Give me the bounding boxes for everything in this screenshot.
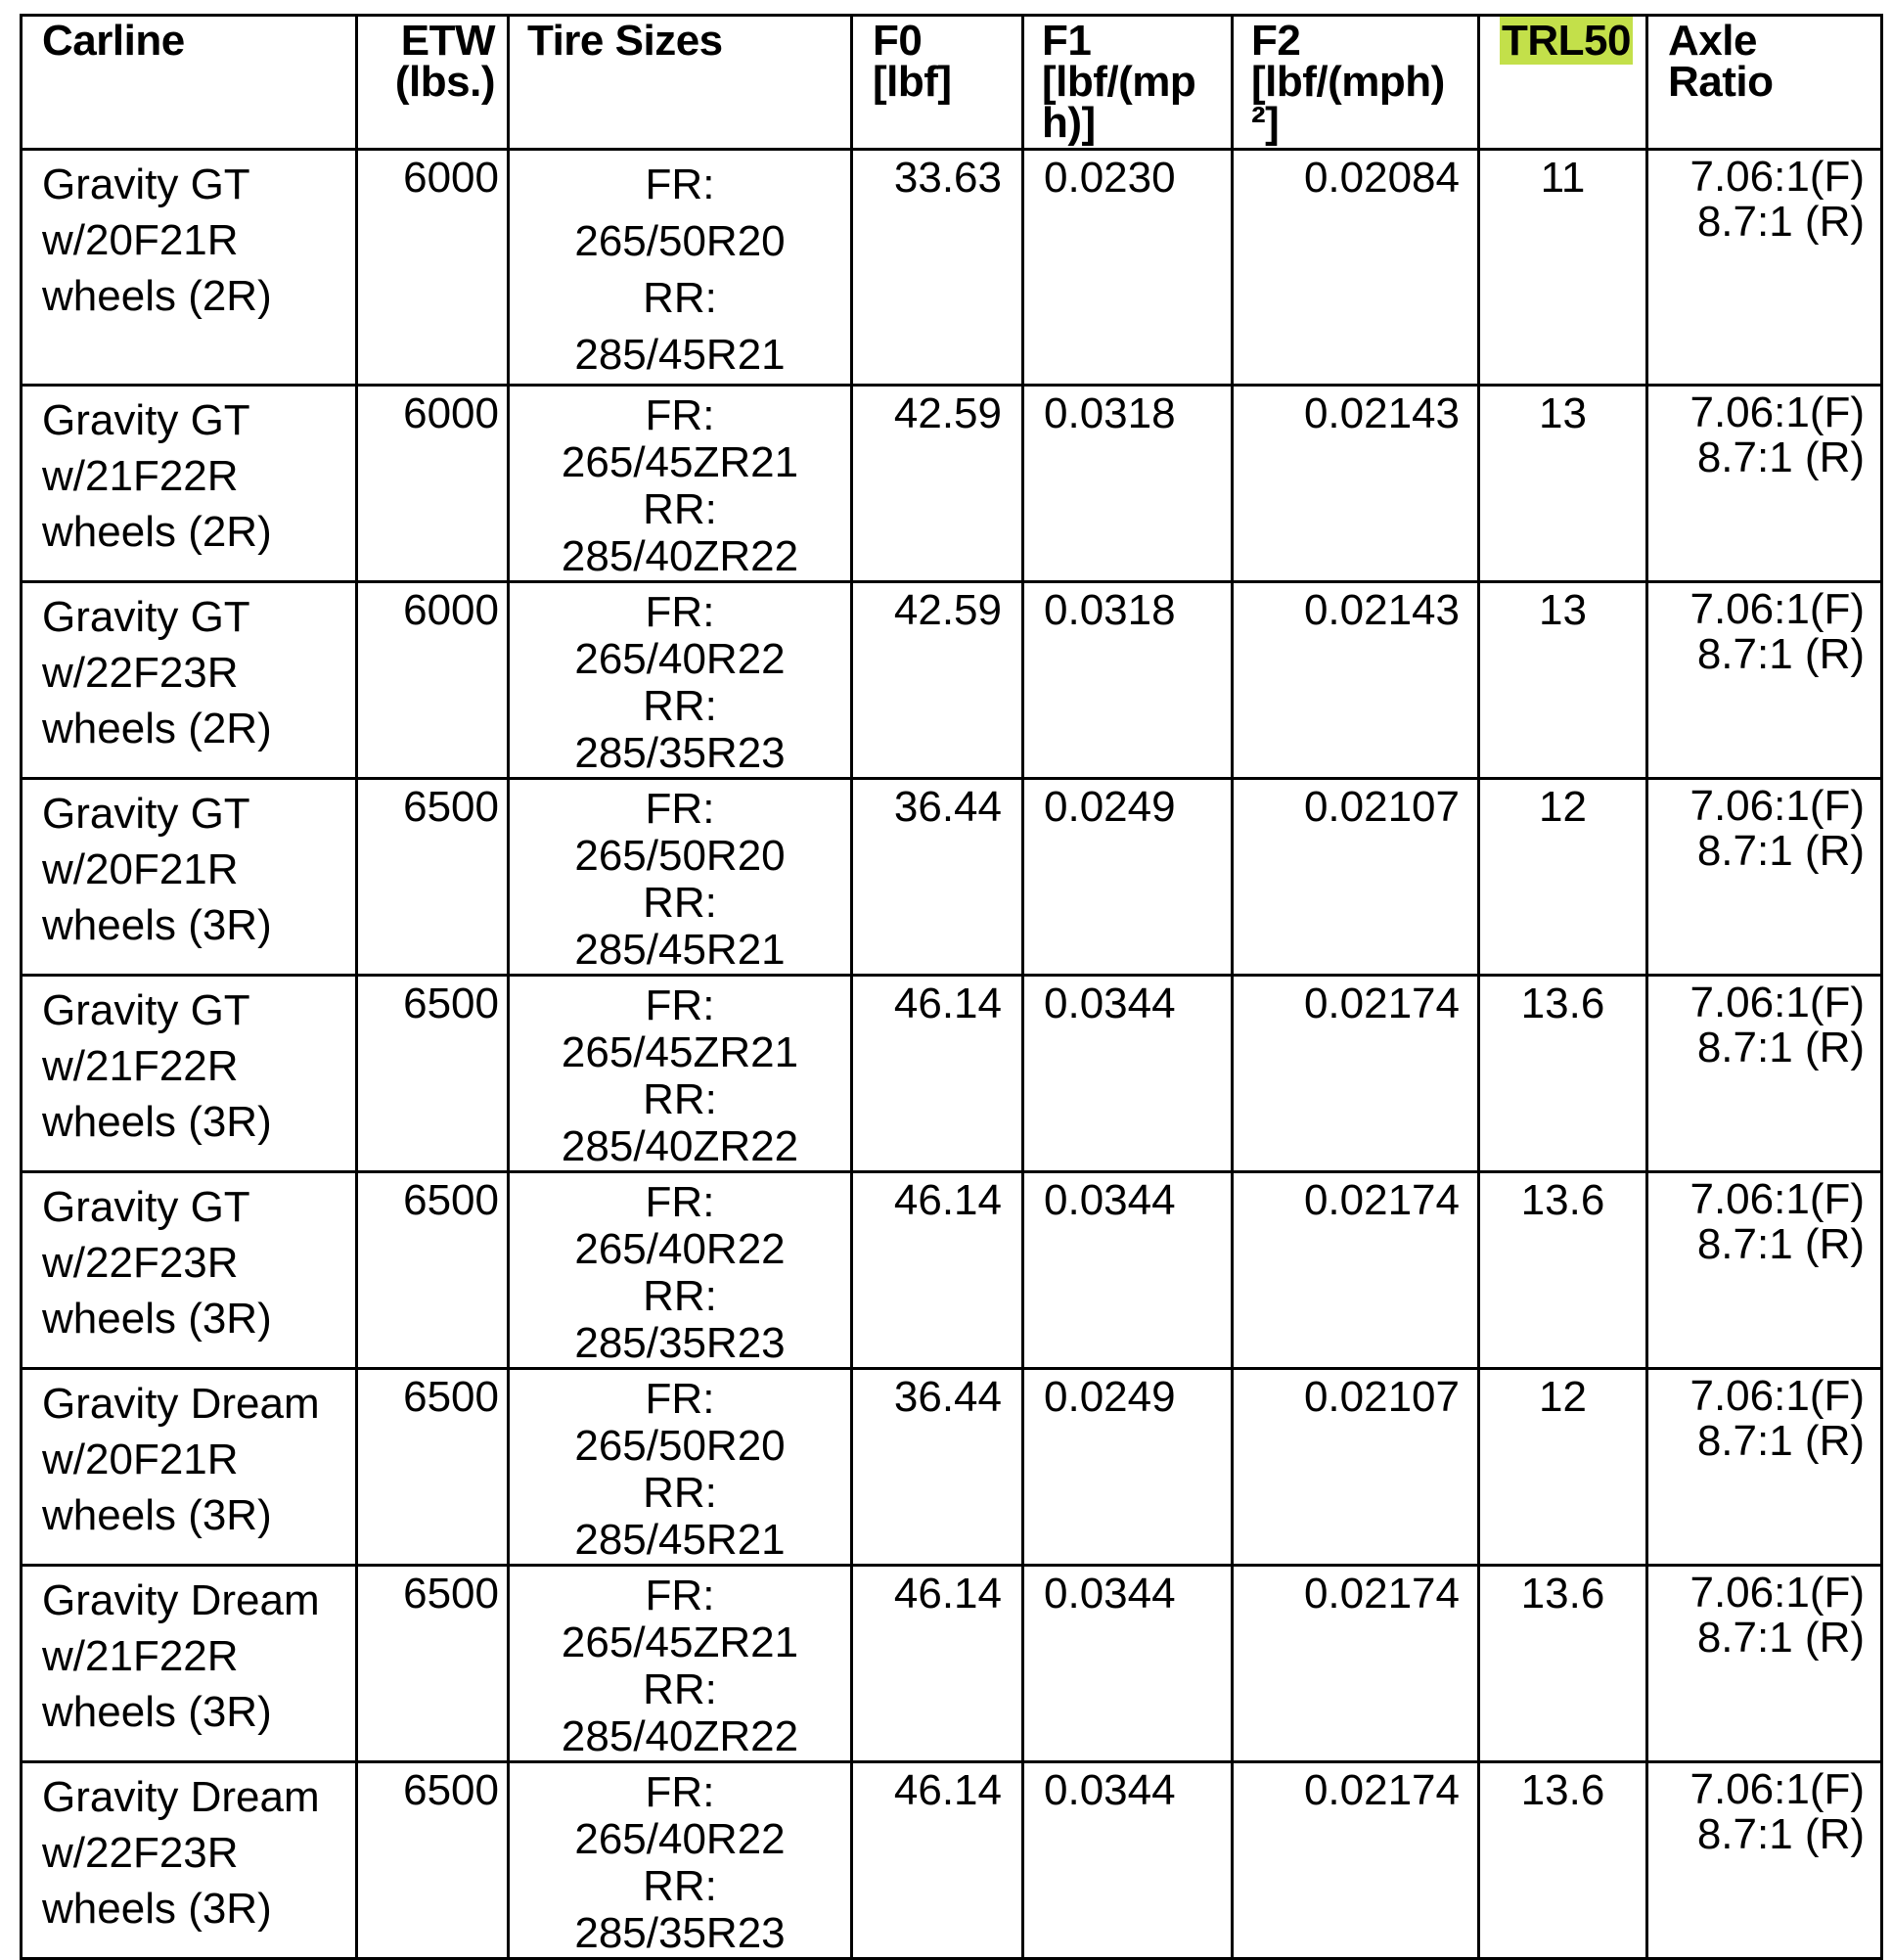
tire-line: RR: — [643, 1272, 717, 1320]
tire-line: RR: — [643, 485, 717, 533]
cell-tire-sizes — [509, 150, 852, 386]
tire-line: RR: — [643, 1075, 717, 1123]
carline-line: w/22F23R — [42, 1239, 239, 1287]
cell-f2: 0.02174 — [1233, 1172, 1479, 1369]
cell-etw: 6500 — [357, 976, 509, 1172]
carline-line: Gravity Dream — [42, 1773, 320, 1821]
header-f2 — [1233, 16, 1479, 150]
axle-line: 8.7:1 (R) — [1696, 630, 1865, 678]
cell-carline — [22, 1369, 357, 1566]
tire-line: 265/45ZR21 — [561, 1618, 799, 1666]
cell-tire-sizes — [509, 976, 852, 1172]
axle-line: 7.06:1(F) — [1689, 782, 1865, 830]
cell-f1: 0.0249 — [1023, 1369, 1233, 1566]
header-f1-line: h)] — [1042, 99, 1096, 147]
cell-trl50: 11 — [1479, 150, 1647, 386]
cell-etw: 6000 — [357, 386, 509, 582]
carline-line: wheels (3R) — [42, 1688, 272, 1736]
cell-trl50: 13 — [1479, 386, 1647, 582]
cell-f2: 0.02174 — [1233, 976, 1479, 1172]
header-f1-line: F1 — [1042, 17, 1092, 65]
cell-axle-ratio — [1647, 1762, 1882, 1959]
tire-line: FR: — [645, 588, 715, 636]
cell-carline — [22, 1566, 357, 1762]
header-f2-line: [lbf/(mph) — [1251, 58, 1445, 106]
tire-line: FR: — [645, 785, 715, 833]
tire-line: 265/40R22 — [574, 1225, 786, 1273]
tire-line: 265/50R20 — [574, 217, 786, 265]
axle-line: 8.7:1 (R) — [1696, 1220, 1865, 1268]
header-f1 — [1023, 16, 1233, 150]
tire-line: RR: — [643, 682, 717, 730]
cell-trl50: 13.6 — [1479, 1172, 1647, 1369]
tire-line: 285/45R21 — [574, 331, 786, 379]
cell-axle-ratio — [1647, 1566, 1882, 1762]
axle-line: 8.7:1 (R) — [1696, 1417, 1865, 1465]
header-tire-sizes — [509, 16, 852, 150]
tire-line: RR: — [643, 879, 717, 927]
header-etw — [357, 16, 509, 150]
cell-f0: 42.59 — [852, 386, 1023, 582]
carline-line: Gravity GT — [42, 986, 250, 1034]
cell-etw: 6500 — [357, 779, 509, 976]
tire-line: 265/45ZR21 — [561, 1028, 799, 1076]
header-f0-line: [lbf] — [873, 58, 952, 106]
header-f1-line: [lbf/(mp — [1042, 58, 1196, 106]
cell-axle-ratio — [1647, 1369, 1882, 1566]
cell-f2: 0.02143 — [1233, 582, 1479, 779]
carline-line: Gravity GT — [42, 160, 250, 208]
axle-line: 7.06:1(F) — [1689, 1175, 1865, 1223]
table-row — [22, 1369, 1882, 1566]
carline-line: w/20F21R — [42, 216, 239, 264]
cell-trl50: 13.6 — [1479, 976, 1647, 1172]
cell-carline — [22, 582, 357, 779]
cell-axle-ratio — [1647, 150, 1882, 386]
header-trl50 — [1479, 16, 1647, 150]
carline-line: wheels (2R) — [42, 272, 272, 320]
carline-line: Gravity GT — [42, 790, 250, 838]
cell-etw: 6500 — [357, 1172, 509, 1369]
cell-carline — [22, 779, 357, 976]
table-row — [22, 976, 1882, 1172]
carline-line: w/21F22R — [42, 452, 239, 500]
header-axle-line: Axle — [1668, 17, 1757, 65]
cell-etw: 6000 — [357, 582, 509, 779]
table-row — [22, 1762, 1882, 1959]
tire-line: RR: — [643, 1469, 717, 1517]
cell-f0: 46.14 — [852, 976, 1023, 1172]
header-etw-line: ETW — [400, 17, 495, 65]
cell-f0: 46.14 — [852, 1566, 1023, 1762]
cell-f2: 0.02084 — [1233, 150, 1479, 386]
vehicle-coastdown-table — [20, 14, 1883, 1960]
axle-line: 7.06:1(F) — [1689, 388, 1865, 436]
tire-line: 285/40ZR22 — [561, 1712, 799, 1760]
header-f0-line: F0 — [873, 17, 923, 65]
cell-f1: 0.0344 — [1023, 1566, 1233, 1762]
table-row — [22, 1172, 1882, 1369]
tire-line: RR: — [643, 274, 717, 322]
axle-line: 7.06:1(F) — [1689, 585, 1865, 633]
carline-line: wheels (3R) — [42, 1885, 272, 1933]
tire-line: 285/45R21 — [574, 926, 786, 974]
cell-carline — [22, 386, 357, 582]
cell-tire-sizes — [509, 1566, 852, 1762]
cell-tire-sizes — [509, 582, 852, 779]
cell-trl50: 12 — [1479, 779, 1647, 976]
cell-axle-ratio — [1647, 386, 1882, 582]
tire-line: 285/35R23 — [574, 729, 786, 777]
axle-line: 7.06:1(F) — [1689, 1569, 1865, 1617]
cell-f1: 0.0344 — [1023, 976, 1233, 1172]
cell-f0: 33.63 — [852, 150, 1023, 386]
cell-tire-sizes — [509, 779, 852, 976]
cell-f2: 0.02143 — [1233, 386, 1479, 582]
carline-line: Gravity GT — [42, 1183, 250, 1231]
axle-line: 7.06:1(F) — [1689, 1765, 1865, 1813]
carline-line: w/21F22R — [42, 1632, 239, 1680]
header-axle-line: Ratio — [1668, 58, 1774, 106]
tire-line: 265/45ZR21 — [561, 438, 799, 486]
tire-line: FR: — [645, 1768, 715, 1816]
cell-trl50: 12 — [1479, 1369, 1647, 1566]
cell-axle-ratio — [1647, 1172, 1882, 1369]
header-row — [22, 16, 1882, 150]
carline-line: w/21F22R — [42, 1042, 239, 1090]
carline-line: w/22F23R — [42, 649, 239, 697]
carline-line: w/22F23R — [42, 1829, 239, 1877]
header-f2-line: ²] — [1251, 99, 1280, 147]
cell-f1: 0.0318 — [1023, 386, 1233, 582]
header-etw-line: (lbs.) — [394, 58, 495, 106]
cell-f1: 0.0344 — [1023, 1762, 1233, 1959]
carline-line: wheels (3R) — [42, 1098, 272, 1146]
cell-f1: 0.0230 — [1023, 150, 1233, 386]
cell-trl50: 13.6 — [1479, 1566, 1647, 1762]
tire-line: 265/40R22 — [574, 1815, 786, 1863]
tire-line: FR: — [645, 1572, 715, 1619]
cell-f1: 0.0249 — [1023, 779, 1233, 976]
table-row — [22, 582, 1882, 779]
carline-line: w/20F21R — [42, 1436, 239, 1483]
tire-line: 285/35R23 — [574, 1909, 786, 1957]
cell-axle-ratio — [1647, 582, 1882, 779]
cell-axle-ratio — [1647, 976, 1882, 1172]
axle-line: 7.06:1(F) — [1689, 979, 1865, 1026]
cell-f2: 0.02107 — [1233, 1369, 1479, 1566]
carline-line: wheels (2R) — [42, 705, 272, 752]
tire-line: 265/40R22 — [574, 635, 786, 683]
cell-tire-sizes — [509, 1172, 852, 1369]
cell-trl50: 13.6 — [1479, 1762, 1647, 1959]
axle-line: 8.7:1 (R) — [1696, 1024, 1865, 1071]
cell-f0: 46.14 — [852, 1762, 1023, 1959]
cell-carline — [22, 976, 357, 1172]
header-f0 — [852, 16, 1023, 150]
carline-line: Gravity GT — [42, 593, 250, 641]
carline-line: wheels (3R) — [42, 1491, 272, 1539]
cell-f0: 36.44 — [852, 1369, 1023, 1566]
tire-line: FR: — [645, 160, 715, 208]
cell-carline — [22, 150, 357, 386]
tire-line: 285/45R21 — [574, 1516, 786, 1564]
cell-f0: 36.44 — [852, 779, 1023, 976]
vehicle-coastdown-table-wrapper — [20, 14, 1883, 1960]
header-f2-line: F2 — [1251, 17, 1301, 65]
header-trl50-highlighted-text: TRL50 — [1502, 17, 1631, 65]
carline-line: wheels (2R) — [42, 508, 272, 556]
tire-line: RR: — [643, 1665, 717, 1713]
tire-line: 285/40ZR22 — [561, 532, 799, 580]
cell-f0: 46.14 — [852, 1172, 1023, 1369]
carline-line: wheels (3R) — [42, 901, 272, 949]
cell-trl50: 13 — [1479, 582, 1647, 779]
axle-line: 7.06:1(F) — [1689, 1372, 1865, 1420]
axle-line: 8.7:1 (R) — [1696, 1614, 1865, 1662]
cell-etw: 6500 — [357, 1566, 509, 1762]
carline-line: Gravity Dream — [42, 1576, 320, 1624]
cell-axle-ratio — [1647, 779, 1882, 976]
axle-line: 8.7:1 (R) — [1696, 827, 1865, 875]
table-row — [22, 779, 1882, 976]
axle-line: 8.7:1 (R) — [1696, 1810, 1865, 1858]
cell-etw: 6500 — [357, 1762, 509, 1959]
cell-tire-sizes — [509, 1369, 852, 1566]
tire-line: FR: — [645, 1375, 715, 1423]
cell-f1: 0.0344 — [1023, 1172, 1233, 1369]
tire-line: FR: — [645, 391, 715, 439]
cell-etw: 6000 — [357, 150, 509, 386]
cell-f2: 0.02174 — [1233, 1566, 1479, 1762]
header-carline-text: Carline — [42, 17, 185, 65]
header-tire-sizes-text: Tire Sizes — [527, 17, 723, 65]
tire-line: FR: — [645, 981, 715, 1029]
header-axle-ratio — [1647, 16, 1882, 150]
axle-line: 8.7:1 (R) — [1696, 433, 1865, 481]
tire-line: 265/50R20 — [574, 1422, 786, 1470]
cell-tire-sizes — [509, 386, 852, 582]
cell-carline — [22, 1172, 357, 1369]
table-body — [22, 150, 1882, 1959]
carline-line: Gravity Dream — [42, 1380, 320, 1428]
table-row — [22, 386, 1882, 582]
tire-line: RR: — [643, 1862, 717, 1910]
carline-line: w/20F21R — [42, 845, 239, 893]
tire-line: 285/35R23 — [574, 1319, 786, 1367]
axle-line: 8.7:1 (R) — [1696, 198, 1865, 246]
table-row — [22, 150, 1882, 386]
cell-f2: 0.02107 — [1233, 779, 1479, 976]
tire-line: FR: — [645, 1178, 715, 1226]
carline-line: wheels (3R) — [42, 1295, 272, 1343]
tire-line: 285/40ZR22 — [561, 1122, 799, 1170]
cell-f1: 0.0318 — [1023, 582, 1233, 779]
axle-line: 7.06:1(F) — [1689, 153, 1865, 201]
carline-line: Gravity GT — [42, 396, 250, 444]
header-carline — [22, 16, 357, 150]
cell-f0: 42.59 — [852, 582, 1023, 779]
cell-f2: 0.02174 — [1233, 1762, 1479, 1959]
cell-carline — [22, 1762, 357, 1959]
tire-line: 265/50R20 — [574, 832, 786, 880]
table-row — [22, 1566, 1882, 1762]
cell-tire-sizes — [509, 1762, 852, 1959]
cell-etw: 6500 — [357, 1369, 509, 1566]
